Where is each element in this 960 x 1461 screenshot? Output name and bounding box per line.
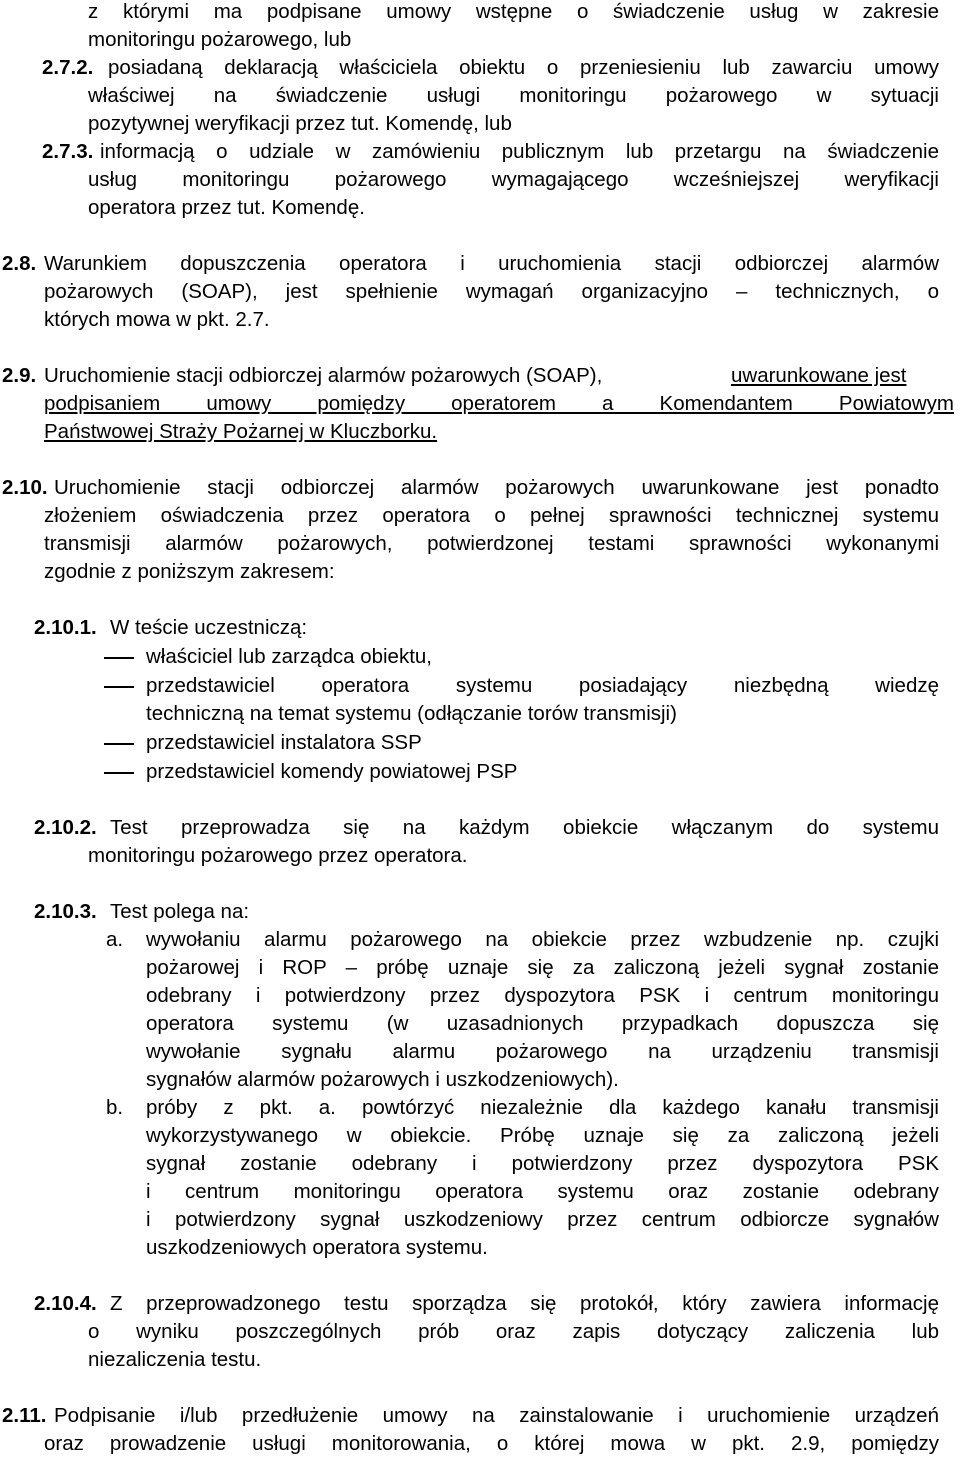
text-line: oraz prowadzenie usługi monitorowania, o której mowa w pkt. 2.9, pomiędzy (44, 1432, 939, 1455)
section-number: 2.7.2. (42, 56, 94, 79)
list-item: przedstawiciel instalatora SSP (146, 731, 422, 754)
section-number: 2.8. (2, 252, 37, 275)
section-number: 2.10.1. (34, 616, 97, 639)
list-dash (104, 686, 134, 688)
section-number: 2.10.4. (34, 1292, 97, 1315)
text-line: zgodnie z poniższym zakresem: (44, 560, 335, 583)
text-line: Warunkiem dopuszczenia operatora i uruchomienia stacji odbiorczej alarmów (44, 252, 939, 275)
text-line: właściwej na świadczenie usługi monitoringu pożarowego w sytuacji (88, 84, 939, 107)
text-line: techniczną na temat systemu (odłączanie torów transmisji) (146, 702, 677, 725)
section-number: 2.10.2. (34, 816, 97, 839)
text-line: złożeniem oświadczenia przez operatora o pełnej sprawności technicznej systemu (44, 504, 939, 527)
text-line: których mowa w pkt. 2.7. (44, 308, 270, 331)
list-item: właściciel lub zarządca obiektu, (146, 645, 432, 668)
section-number: 2.9. (2, 364, 37, 387)
text-line: monitoringu pożarowego, lub (88, 28, 352, 51)
list-item: przedstawiciel komendy powiatowej PSP (146, 760, 518, 783)
section-number: 2.11. (2, 1404, 47, 1427)
text-line: i potwierdzony sygnał uszkodzeniowy przez centrum odbiorcze sygnałów (146, 1208, 939, 1231)
text-line: Test polega na: (110, 900, 250, 923)
list-item: przedstawiciel operatora systemu posiadający niezbędną wiedzę (146, 674, 939, 697)
text-line: Uruchomienie stacji odbiorczej alarmów pożarowych (SOAP), (44, 364, 603, 387)
text-line: próby z pkt. a. powtórzyć niezależnie dla każdego kanału transmisji (146, 1096, 939, 1119)
text-line: wywołanie sygnału alarmu pożarowego na urządzeniu transmisji (146, 1040, 939, 1063)
text-line: Test przeprowadza się na każdym obiekcie włączanym do systemu (110, 816, 939, 839)
underlined-text: uwarunkowane jest (731, 364, 907, 387)
text-line: niezaliczenia testu. (88, 1348, 262, 1371)
text-line: informacją o udziale w zamówieniu publicznym lub przetargu na świadczenie (100, 140, 939, 163)
list-dash (104, 657, 134, 659)
list-dash (104, 772, 134, 774)
text-line: monitoringu pożarowego przez operatora. (88, 844, 468, 867)
text-line: uszkodzeniowych operatora systemu. (146, 1236, 488, 1259)
text-line: wykorzystywanego w obiekcie. Próbę uznaje się za zaliczoną jeżeli (146, 1124, 939, 1147)
text-line: i centrum monitoringu operatora systemu oraz zostanie odebrany (146, 1180, 939, 1203)
text-line: sygnałów alarmów pożarowych i uszkodzeniowych). (146, 1068, 619, 1091)
text-line: o wyniku poszczególnych prób oraz zapis dotyczący zaliczenia lub (88, 1320, 939, 1343)
text-line: pozytywnej weryfikacji przez tut. Komendę, lub (88, 112, 512, 135)
text-line: wywołaniu alarmu pożarowego na obiekcie przez wzbudzenie np. czujki (146, 928, 939, 951)
list-marker: b. (106, 1096, 124, 1119)
text-line: sygnał zostanie odebrany i potwierdzony przez dyspozytora PSK (146, 1152, 939, 1175)
text-line: usług monitoringu pożarowego wymagającego wcześniejszej weryfikacji (88, 168, 939, 191)
section-number: 2.7.3. (42, 140, 94, 163)
underlined-text: Państwowej Straży Pożarnej w Kluczborku. (44, 420, 438, 443)
text-line: transmisji alarmów pożarowych, potwierdzonej testami sprawności wykonanymi (44, 532, 939, 555)
text-line: z którymi ma podpisane umowy wstępne o świadczenie usług w zakresie (88, 0, 939, 23)
text-line: Z przeprowadzonego testu sporządza się protokół, który zawiera informację (110, 1292, 939, 1315)
text-line: Podpisanie i/lub przedłużenie umowy na zainstalowanie i uruchomienie urządzeń (54, 1404, 939, 1427)
text-line: operatora systemu (w uzasadnionych przypadkach dopuszcza się (146, 1012, 939, 1035)
list-marker: a. (106, 928, 124, 951)
section-number: 2.10. (2, 476, 48, 499)
section-number: 2.10.3. (34, 900, 97, 923)
text-line: operatora przez tut. Komendę. (88, 196, 365, 219)
text-line: pożarowej i ROP – próbę uznaje się za zaliczoną jeżeli sygnał zostanie (146, 956, 939, 979)
list-dash (104, 743, 134, 745)
underlined-text: podpisaniem umowy pomiędzy operatorem a Komendantem Powiatowym (44, 392, 954, 415)
text-line: Uruchomienie stacji odbiorczej alarmów pożarowych uwarunkowane jest ponadto (54, 476, 939, 499)
text-line: odebrany i potwierdzony przez dyspozytora PSK i centrum monitoringu (146, 984, 939, 1007)
text-line: pożarowych (SOAP), jest spełnienie wymagań organizacyjno – technicznych, o (44, 280, 939, 303)
text-line: posiadaną deklaracją właściciela obiektu o przeniesieniu lub zawarciu umowy (108, 56, 939, 79)
text-line: W teście uczestniczą: (110, 616, 308, 639)
